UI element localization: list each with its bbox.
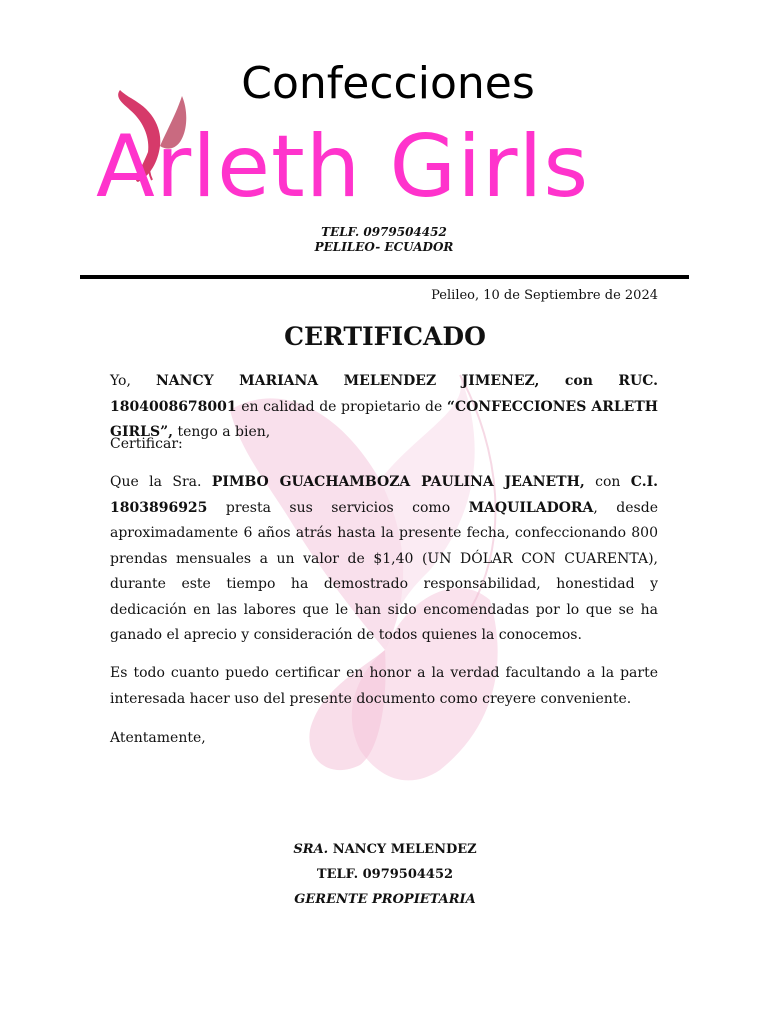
statement-text-2: con xyxy=(584,474,631,490)
worker-ci: C.I. 1803896925 xyxy=(110,474,658,516)
intro-text-1: Yo, xyxy=(110,373,156,389)
header-location: PELILEO- ECUADOR xyxy=(314,240,454,254)
paragraph-statement xyxy=(110,470,658,649)
owner-name: NANCY MARIANA MELENDEZ JIMENEZ, con RUC. 1804008678001 xyxy=(110,373,659,415)
worker-role: MAQUILADORA xyxy=(468,499,594,516)
statement-text-4: , desde aproximadamente 6 años atrás hasta la presente fecha, confeccionando 800 prendas mensuales a un valor de $1,40 (UN DÓLAR CON CUARENTA), durante este tiempo ha demostrado responsabilidad, honestidad y dedicación en las labores que le han sido encomendadas por lo que se ha ganado el aprecio y consideración de todos quienes la conocemos. xyxy=(110,499,658,643)
signature-name xyxy=(0,842,768,857)
intro-text-3: tengo a bien, xyxy=(173,424,271,440)
paragraph-certify: Certificar: xyxy=(110,436,183,452)
paragraph-regards: Atentamente, xyxy=(110,730,206,746)
paragraph-closing: Es todo cuanto puedo certificar en honor a la verdad facultando a la parte interesada hacer uso del presente documento como creyere conveniente. xyxy=(110,665,658,707)
worker-name: PIMBO GUACHAMBOZA PAULINA JEANETH, xyxy=(211,474,585,490)
company-name: “CONFECCIONES ARLETH GIRLS”, xyxy=(110,398,659,440)
date-line: Pelileo, 10 de Septiembre de 2024 xyxy=(431,288,658,303)
document-title: CERTIFICADO xyxy=(284,322,486,351)
statement-text-3: presta sus servicios como xyxy=(207,499,469,516)
signature-role: GERENTE PROPIETARIA xyxy=(294,892,476,907)
signature-prefix: SRA. xyxy=(293,842,329,857)
header-divider xyxy=(80,275,689,279)
brand-top-text: Confecciones xyxy=(241,58,535,109)
signature-phone: TELF. 0979504452 xyxy=(316,867,454,882)
brand-main-text: Arleth Girls xyxy=(96,117,590,217)
statement-text-1: Que la Sra. xyxy=(110,474,212,490)
signature-name-text: NANCY MELENDEZ xyxy=(328,842,477,857)
header-phone: TELF. 0979504452 xyxy=(321,225,447,239)
intro-text-2: en calidad de propietario de xyxy=(236,398,447,415)
